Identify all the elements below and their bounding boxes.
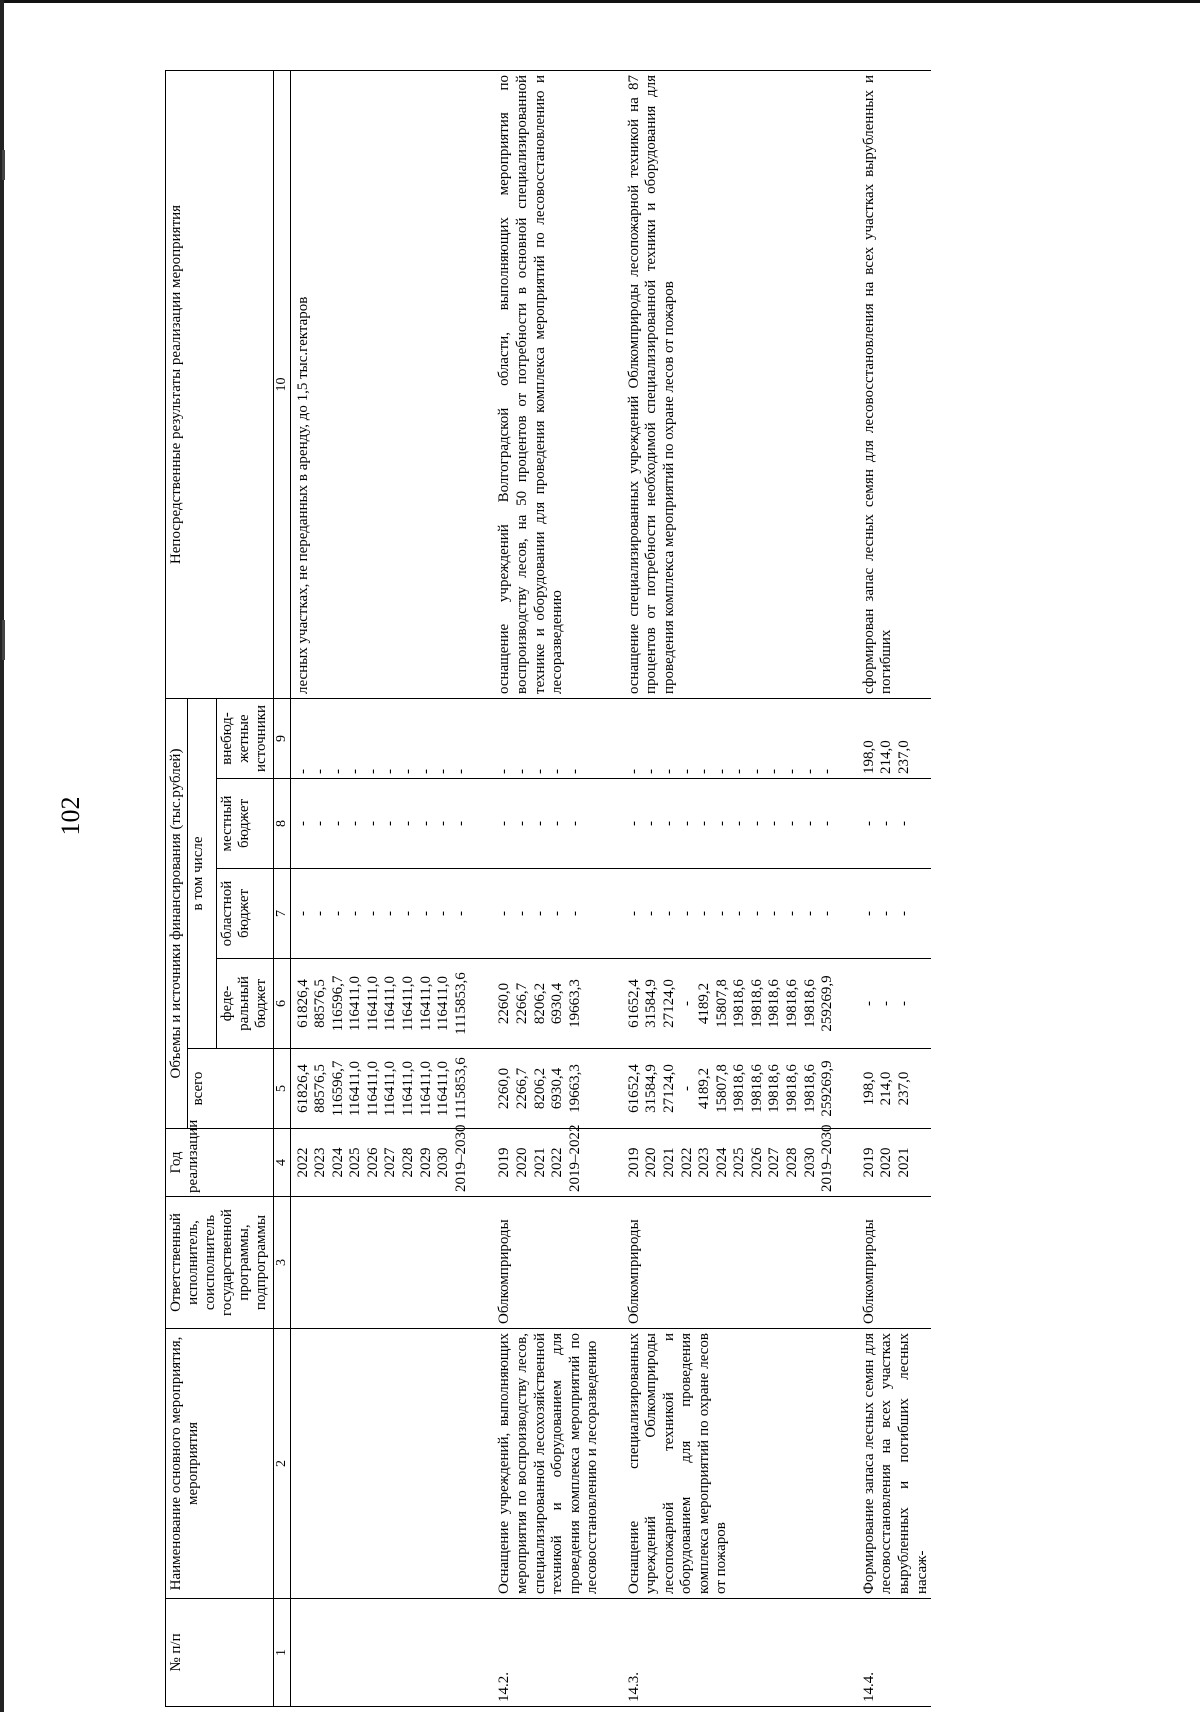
column-number: 3 <box>273 1197 290 1329</box>
regional-value: - <box>896 911 913 916</box>
column-number: 1 <box>273 1599 290 1707</box>
extrabudget-value: - <box>364 769 381 774</box>
extrabudget-value: - <box>643 769 660 774</box>
regional-value: - <box>400 911 417 916</box>
total-value-list <box>290 1049 490 1129</box>
measure-number: 14.2. <box>490 1599 619 1707</box>
federal-value: 2266,7 <box>514 982 531 1025</box>
federal-value: 116411,0 <box>382 975 399 1032</box>
table-row <box>620 70 855 1706</box>
measure-executor <box>290 1197 490 1329</box>
column-number: 8 <box>273 779 290 869</box>
total-value: 19818,6 <box>748 1064 765 1113</box>
column-number: 4 <box>273 1129 290 1197</box>
local-value-list <box>490 779 619 869</box>
federal-value-list <box>290 959 490 1049</box>
regional-value: - <box>678 911 695 916</box>
year-value: 2019–2022 <box>566 1124 583 1192</box>
extrabudget-value: - <box>731 769 748 774</box>
total-value-list <box>855 1049 931 1129</box>
year-value: 2019 <box>625 1147 642 1178</box>
total-value: 237,0 <box>896 1071 913 1106</box>
local-value: - <box>660 821 677 826</box>
local-value: - <box>678 821 695 826</box>
header-num: № п/п <box>166 1599 274 1707</box>
year-value: 2021 <box>660 1147 677 1178</box>
column-number: 9 <box>273 698 290 778</box>
regional-value: - <box>801 911 818 916</box>
local-value: - <box>784 821 801 826</box>
total-value: 1115853,6 <box>452 1057 469 1120</box>
extrabudget-value: - <box>819 769 836 774</box>
year-value: 2020 <box>878 1147 895 1178</box>
measure-number: 14.3. <box>620 1599 855 1707</box>
total-value: 116411,0 <box>364 1060 381 1117</box>
federal-value: 31584,9 <box>643 979 660 1028</box>
header-executor: Ответственный исполнитель, соисполнитель государственной программы, подпрограммы <box>166 1197 274 1329</box>
local-value: - <box>713 821 730 826</box>
regional-value: - <box>713 911 730 916</box>
year-value: 2020 <box>514 1147 531 1178</box>
total-value: 31584,9 <box>643 1064 660 1113</box>
federal-value: 1115853,6 <box>452 972 469 1035</box>
measure-executor: Облкомприроды <box>620 1197 855 1329</box>
measure-result: сформирован запас лесных семян для лесовосстановления на всех участках вырубленных и погибших <box>855 70 931 698</box>
local-value: - <box>748 821 765 826</box>
local-value-list <box>620 779 855 869</box>
total-value: 116411,0 <box>382 1060 399 1117</box>
federal-value: 116596,7 <box>329 975 346 1032</box>
scan-border-left <box>0 0 4 1712</box>
year-value: 2020 <box>643 1147 660 1178</box>
regional-value-list <box>290 869 490 959</box>
header-extrabudget: внебюд-жетные источники <box>217 698 273 778</box>
extrabudget-value: - <box>566 769 583 774</box>
local-value: - <box>312 821 329 826</box>
total-value: 8206,2 <box>531 1067 548 1110</box>
federal-value: 88576,5 <box>312 979 329 1028</box>
federal-value: 19818,6 <box>766 979 783 1028</box>
local-value: - <box>400 821 417 826</box>
local-value: - <box>696 821 713 826</box>
federal-value: - <box>860 1001 877 1006</box>
header-results: Непосредственные результаты реализации мероприятия <box>166 70 274 698</box>
page-number: 102 <box>56 796 85 836</box>
measure-name <box>290 1329 490 1599</box>
regional-value: - <box>496 911 513 916</box>
federal-value: 19818,6 <box>801 979 818 1028</box>
regional-value: - <box>819 911 836 916</box>
federal-value: 19818,6 <box>784 979 801 1028</box>
extrabudget-value-list <box>620 698 855 778</box>
extrabudget-value: - <box>660 769 677 774</box>
regional-value: - <box>625 911 642 916</box>
column-number: 5 <box>273 1049 290 1129</box>
extrabudget-value: - <box>549 769 566 774</box>
year-value: 2019–2030 <box>452 1124 469 1192</box>
federal-value: 19818,6 <box>731 979 748 1028</box>
federal-value: 116411,0 <box>400 975 417 1032</box>
federal-value: 116411,0 <box>364 975 381 1032</box>
federal-value: 4189,2 <box>696 982 713 1025</box>
year-value: 2030 <box>801 1147 818 1178</box>
federal-value: 19818,6 <box>748 979 765 1028</box>
federal-value-list <box>620 959 855 1049</box>
regional-value: - <box>731 911 748 916</box>
regional-value: - <box>329 911 346 916</box>
total-value: 116596,7 <box>329 1060 346 1117</box>
federal-value: 116411,0 <box>417 975 434 1032</box>
total-value: 2266,7 <box>514 1067 531 1110</box>
extrabudget-value: - <box>400 769 417 774</box>
year-value: 2026 <box>364 1147 381 1178</box>
federal-value: - <box>678 1001 695 1006</box>
local-value: - <box>364 821 381 826</box>
regional-value: - <box>531 911 548 916</box>
regional-value: - <box>364 911 381 916</box>
table-row <box>490 70 619 1706</box>
table-row <box>290 70 490 1706</box>
local-value: - <box>382 821 399 826</box>
federal-value: 27124,0 <box>660 979 677 1028</box>
federal-value: 116411,0 <box>347 975 364 1032</box>
total-value: 19663,3 <box>566 1064 583 1113</box>
extrabudget-value: - <box>514 769 531 774</box>
regional-value: - <box>514 911 531 916</box>
local-value: - <box>531 821 548 826</box>
local-value: - <box>294 821 311 826</box>
year-value: 2027 <box>766 1147 783 1178</box>
regional-value: - <box>294 911 311 916</box>
regional-value: - <box>784 911 801 916</box>
local-value: - <box>566 821 583 826</box>
total-value: 19818,6 <box>784 1064 801 1113</box>
document-sheet <box>165 71 1097 1707</box>
local-value: - <box>417 821 434 826</box>
extrabudget-value: 198,0 <box>860 740 877 774</box>
total-value: 19818,6 <box>766 1064 783 1113</box>
federal-value: 61652,4 <box>625 979 642 1028</box>
extrabudget-value: - <box>748 769 765 774</box>
total-value: 19818,6 <box>731 1064 748 1113</box>
total-value-list <box>490 1049 619 1129</box>
regional-value: - <box>643 911 660 916</box>
header-year: Год реализации <box>166 1129 274 1197</box>
extrabudget-value-list <box>490 698 619 778</box>
regional-value: - <box>696 911 713 916</box>
federal-value: 8206,2 <box>531 982 548 1025</box>
federal-value: 15807,8 <box>713 979 730 1028</box>
column-number: 6 <box>273 959 290 1049</box>
measure-number: 14.4. <box>855 1599 931 1707</box>
federal-value: 19663,3 <box>566 979 583 1028</box>
extrabudget-value: - <box>347 769 364 774</box>
extrabudget-value: - <box>496 769 513 774</box>
regional-value: - <box>417 911 434 916</box>
extrabudget-value: - <box>417 769 434 774</box>
header-local: местный бюджет <box>217 779 273 869</box>
header-measure-name: Наименование основного мероприятия, мероприятия <box>166 1329 274 1599</box>
year-value: 2028 <box>400 1147 417 1178</box>
extrabudget-value-list <box>855 698 931 778</box>
header-regional: областной бюджет <box>217 869 273 959</box>
total-value: - <box>678 1086 695 1091</box>
measure-executor: Облкомприроды <box>855 1197 931 1329</box>
year-value: 2024 <box>713 1147 730 1178</box>
local-value: - <box>896 821 913 826</box>
total-value: 116411,0 <box>417 1060 434 1117</box>
header-federal: феде-ральный бюджет <box>217 959 273 1049</box>
extrabudget-value: - <box>784 769 801 774</box>
extrabudget-value: - <box>696 769 713 774</box>
regional-value-list <box>620 869 855 959</box>
year-value: 2024 <box>329 1147 346 1178</box>
federal-value: - <box>896 1001 913 1006</box>
total-value: 88576,5 <box>312 1064 329 1113</box>
year-value: 2023 <box>696 1147 713 1178</box>
year-value: 2019 <box>496 1147 513 1178</box>
total-value: 198,0 <box>860 1071 877 1106</box>
extrabudget-value: - <box>312 769 329 774</box>
measure-result: лесных участках, не переданных в аренду, до 1,5 тыс.гектаров <box>290 70 490 698</box>
year-value-list <box>490 1124 619 1197</box>
total-value: 259269,9 <box>819 1060 836 1117</box>
scan-mark <box>2 150 5 180</box>
measure-executor: Облкомприроды <box>490 1197 619 1329</box>
local-value: - <box>625 821 642 826</box>
extrabudget-value: - <box>329 769 346 774</box>
measure-name: Оснащение учреждений, выполняющих мероприятия по воспроизводству лесов, специализированной лесохозяйственной техникой и оборудованием для проведения комплекса мероприятий по лесовосстановлению и лесоразведению <box>490 1329 619 1599</box>
header-funding-group: Объемы и источники финансирования (тыс.рублей) <box>166 698 188 1128</box>
table-body <box>290 70 931 1706</box>
year-value: 2026 <box>748 1147 765 1178</box>
year-value-list <box>855 1129 931 1197</box>
local-value: - <box>329 821 346 826</box>
local-value: - <box>514 821 531 826</box>
year-value: 2022 <box>294 1147 311 1178</box>
federal-value: 116411,0 <box>435 975 452 1032</box>
measure-name: Оснащение специализированных учреждений Облкомприроды лесопожарной техникой и оборудованием для проведения комплекса мероприятий по охране лесов от пожаров <box>620 1329 855 1599</box>
extrabudget-value: - <box>678 769 695 774</box>
extrabudget-value: - <box>382 769 399 774</box>
federal-value: 6930,4 <box>549 982 566 1025</box>
local-value: - <box>549 821 566 826</box>
local-value: - <box>452 821 469 826</box>
regional-value: - <box>878 911 895 916</box>
federal-value-list <box>490 959 619 1049</box>
regional-value-list <box>855 869 931 959</box>
header-total: всего <box>188 1049 273 1129</box>
extrabudget-value: - <box>294 769 311 774</box>
column-number: 2 <box>273 1329 290 1599</box>
regional-value: - <box>347 911 364 916</box>
extrabudget-value: - <box>531 769 548 774</box>
year-value: 2027 <box>382 1147 399 1178</box>
regional-value: - <box>566 911 583 916</box>
total-value: 214,0 <box>878 1071 895 1106</box>
extrabudget-value: - <box>713 769 730 774</box>
extrabudget-value: - <box>435 769 452 774</box>
scan-mark <box>2 620 5 660</box>
year-value-list <box>620 1124 855 1197</box>
regional-value-list <box>490 869 619 959</box>
local-value: - <box>819 821 836 826</box>
federal-value: 259269,9 <box>819 975 836 1032</box>
local-value: - <box>643 821 660 826</box>
year-value: 2029 <box>417 1147 434 1178</box>
total-value: 2260,0 <box>496 1067 513 1110</box>
year-value: 2025 <box>347 1147 364 1178</box>
local-value: - <box>766 821 783 826</box>
year-value: 2021 <box>896 1147 913 1178</box>
total-value: 15807,8 <box>713 1064 730 1113</box>
year-value: 2022 <box>678 1147 695 1178</box>
program-measures-table <box>165 70 931 1707</box>
measure-result: оснащение специализированных учреждений Облкомприроды лесопожарной техникой на 87 процентов от потребности необходимой специализированной техники и оборудования для проведения комплекса мероприятий по охране лесов от пожаров <box>620 70 855 698</box>
total-value: 116411,0 <box>400 1060 417 1117</box>
year-value: 2023 <box>312 1147 329 1178</box>
total-value: 116411,0 <box>347 1060 364 1117</box>
extrabudget-value: - <box>625 769 642 774</box>
total-value: 4189,2 <box>696 1067 713 1110</box>
local-value: - <box>731 821 748 826</box>
regional-value: - <box>748 911 765 916</box>
measure-result: оснащение учреждений Волгоградской области, выполняющих мероприятия по воспроизводству лесов, на 50 процентов от потребности в основной специализированной технике и оборудовании для проведения комплекса мероприятий по лесовосстановлению и лесоразведению <box>490 70 619 698</box>
regional-value: - <box>382 911 399 916</box>
regional-value: - <box>312 911 329 916</box>
column-number: 7 <box>273 869 290 959</box>
scan-border-top <box>0 0 1200 3</box>
regional-value: - <box>435 911 452 916</box>
year-value: 2025 <box>731 1147 748 1178</box>
year-value: 2019–2030 <box>819 1124 836 1192</box>
year-value: 2030 <box>435 1147 452 1178</box>
regional-value: - <box>660 911 677 916</box>
local-value: - <box>435 821 452 826</box>
extrabudget-value: - <box>801 769 818 774</box>
total-value: 27124,0 <box>660 1064 677 1113</box>
federal-value-list <box>855 959 931 1049</box>
column-number: 10 <box>273 70 290 698</box>
federal-value: 2260,0 <box>496 982 513 1025</box>
regional-value: - <box>860 911 877 916</box>
extrabudget-value: - <box>766 769 783 774</box>
total-value: 61826,4 <box>294 1064 311 1113</box>
total-value-list <box>620 1049 855 1129</box>
local-value-list <box>290 779 490 869</box>
local-value-list <box>855 779 931 869</box>
extrabudget-value-list <box>290 698 490 778</box>
extrabudget-value: 214,0 <box>878 740 895 774</box>
extrabudget-value: - <box>452 769 469 774</box>
regional-value: - <box>452 911 469 916</box>
header-including: в том числе <box>188 698 217 1048</box>
table-row <box>855 70 931 1706</box>
local-value: - <box>496 821 513 826</box>
regional-value: - <box>549 911 566 916</box>
total-value: 6930,4 <box>549 1067 566 1110</box>
local-value: - <box>860 821 877 826</box>
year-value: 2022 <box>549 1147 566 1178</box>
year-value: 2019 <box>860 1147 877 1178</box>
regional-value: - <box>766 911 783 916</box>
extrabudget-value: 237,0 <box>896 740 913 774</box>
local-value: - <box>801 821 818 826</box>
total-value: 116411,0 <box>435 1060 452 1117</box>
total-value: 61652,4 <box>625 1064 642 1113</box>
total-value: 19818,6 <box>801 1064 818 1113</box>
measure-name: Формирование запаса лесных семян для лесовосстановления на всех участках вырубленных и погибших лесных насаж- <box>855 1329 931 1599</box>
year-value-list <box>290 1124 490 1197</box>
federal-value: - <box>878 1001 895 1006</box>
year-value: 2021 <box>531 1147 548 1178</box>
local-value: - <box>347 821 364 826</box>
year-value: 2028 <box>784 1147 801 1178</box>
measure-number <box>290 1599 490 1707</box>
local-value: - <box>878 821 895 826</box>
federal-value: 61826,4 <box>294 979 311 1028</box>
